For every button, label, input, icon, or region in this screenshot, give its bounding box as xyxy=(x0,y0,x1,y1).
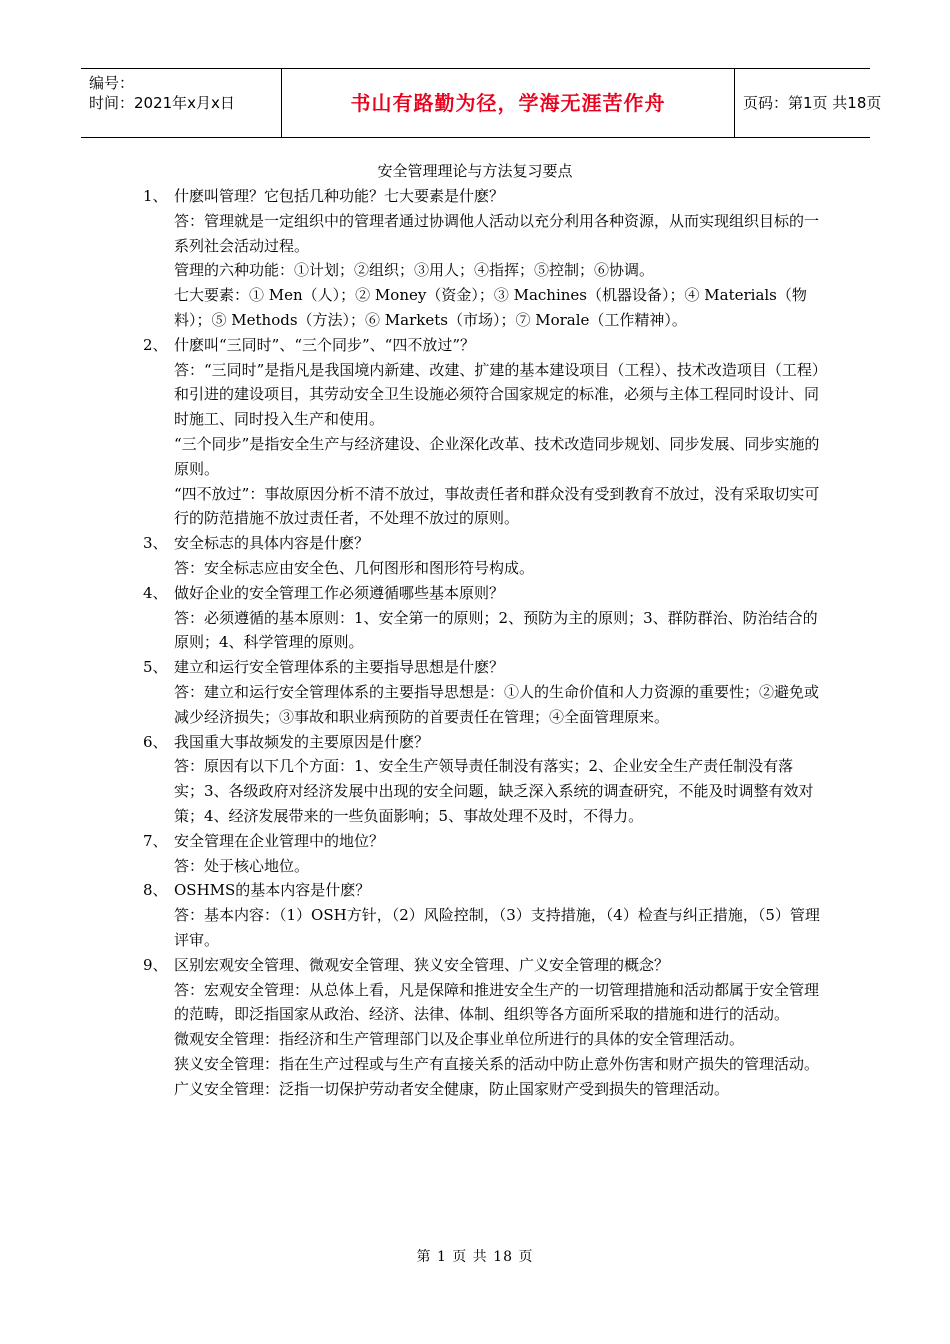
item-number: 8、 xyxy=(143,881,168,900)
question-text: 建立和运行安全管理体系的主要指导思想是什麽？ xyxy=(174,658,505,677)
item-number: 5、 xyxy=(143,658,168,677)
page-footer: 第 1 页 共 18 页 xyxy=(416,1249,534,1265)
document-body xyxy=(143,184,823,1101)
page-header xyxy=(81,68,882,138)
question-text: 区别宏观安全管理、微观安全管理、狭义安全管理、广义安全管理的概念？ xyxy=(174,955,670,974)
answer-paragraph: 答：必须遵循的基本原则：1、安全第一的原则；2、预防为主的原则；3、群防群治、防治结合的原则；4、科学管理的原则。 xyxy=(174,608,818,652)
header-motto-cell xyxy=(281,69,735,137)
answer-paragraph: 七大要素：① Men（人）；② Money（资金）；③ Machines（机器设备）；④ Materials（物料）；⑤ Methods（方法）；⑥ Markets（市场）；⑦ Morale（工作精神）。 xyxy=(174,286,807,329)
qa-item xyxy=(143,581,823,655)
answer-paragraph: 狭义安全管理：指在生产过程或与生产有直接关系的活动中防止意外伤害和财产损失的管理活动。 xyxy=(174,1054,820,1073)
item-number: 9、 xyxy=(143,955,168,974)
time-label: 时间：2021年x月x日 xyxy=(89,94,235,112)
answer-paragraph: 答：管理就是一定组织中的管理者通过协调他人活动以充分利用各种资源，从而实现组织目标的一系列社会活动过程。 xyxy=(174,211,820,255)
item-number: 7、 xyxy=(143,831,168,850)
item-number: 3、 xyxy=(143,534,168,553)
number-label: 编号： xyxy=(89,74,135,92)
question-text: OSHMS的基本内容是什麽？ xyxy=(174,881,371,900)
qa-item xyxy=(143,730,823,829)
question-text: 安全标志的具体内容是什麽？ xyxy=(174,534,370,553)
question-text: 什麽叫“三同时”、“三个同步”、“四不放过”？ xyxy=(174,335,476,354)
item-number: 6、 xyxy=(143,732,168,751)
answer-paragraph: 答：安全标志应由安全色、几何图形和图形符号构成。 xyxy=(174,558,535,577)
question-text: 安全管理在企业管理中的地位？ xyxy=(174,831,385,850)
answer-paragraph: 管理的六种功能：①计划；②组织；③用人；④指挥；⑤控制；⑥协调。 xyxy=(174,261,655,280)
header-meta xyxy=(81,69,281,137)
qa-item xyxy=(143,953,823,1102)
item-number: 1、 xyxy=(143,187,168,205)
qa-item xyxy=(143,878,823,952)
header-page-cell xyxy=(734,69,882,137)
item-number: 4、 xyxy=(143,583,168,602)
answer-paragraph: 答：处于核心地位。 xyxy=(174,856,310,875)
answer-paragraph: 答：宏观安全管理：从总体上看，凡是保障和推进安全生产的一切管理措施和活动都属于安全管理的范畴，即泛指国家从政治、经济、法律、体制、组织等各方面所采取的措施和进行的活动。 xyxy=(174,980,820,1024)
qa-item xyxy=(143,333,823,531)
question-text: 做好企业的安全管理工作必须遵循哪些基本原则？ xyxy=(174,583,505,602)
answer-paragraph: 微观安全管理：指经济和生产管理部门以及企事业单位所进行的具体的安全管理活动。 xyxy=(174,1030,745,1049)
qa-item xyxy=(143,184,823,333)
question-text: 我国重大事故频发的主要原因是什麽？ xyxy=(174,732,430,751)
motto-text: 书山有路勤为径，学海无涯苦作舟 xyxy=(350,91,666,115)
answer-paragraph: 答：原因有以下几个方面：1、安全生产领导责任制没有落实；2、企业安全生产责任制没有落实；3、各级政府对经济发展中出现的安全问题，缺乏深入系统的调查研究，不能及时调整有效对策；4、经济发展带来的一些负面影响；5、事故处理不及时，不得力。 xyxy=(174,757,814,825)
answer-paragraph: 广义安全管理：泛指一切保护劳动者安全健康，防止国家财产受到损失的管理活动。 xyxy=(174,1079,730,1098)
answer-paragraph: “三个同步”是指安全生产与经济建设、企业深化改革、技术改造同步规划、同步发展、同步实施的原则。 xyxy=(174,434,820,478)
question-text: 什麽叫管理？它包括几种功能？七大要素是什麽？ xyxy=(174,187,505,205)
answer-paragraph: 答：基本内容：（1）OSH方针，（2）风险控制，（3）支持措施，（4）检查与纠正措施，（5）管理评审。 xyxy=(174,906,820,949)
item-number: 2、 xyxy=(143,335,168,354)
qa-item xyxy=(143,655,823,729)
page-info: 页码：第1页 共18页 xyxy=(743,94,882,112)
qa-item xyxy=(143,829,823,879)
qa-item xyxy=(143,531,823,581)
answer-paragraph: 答：“三同时”是指凡是我国境内新建、改建、扩建的基本建设项目（工程）、技术改造项目（工程）和引进的建设项目，其劳动安全卫生设施必须符合国家规定的标准，必须与主体工程同时设计、同时施工、同时投入生产和使用。 xyxy=(174,360,820,429)
document-title: 安全管理理论与方法复习要点 xyxy=(377,162,573,180)
answer-paragraph: 答：建立和运行安全管理体系的主要指导思想是：①人的生命价值和人力资源的重要性；②避免或减少经济损失；③事故和职业病预防的首要责任在管理；④全面管理原来。 xyxy=(174,682,820,726)
answer-paragraph: “四不放过”：事故原因分析不清不放过，事故责任者和群众没有受到教育不放过，没有采取切实可行的防范措施不放过责任者，不处理不放过的原则。 xyxy=(174,484,820,528)
